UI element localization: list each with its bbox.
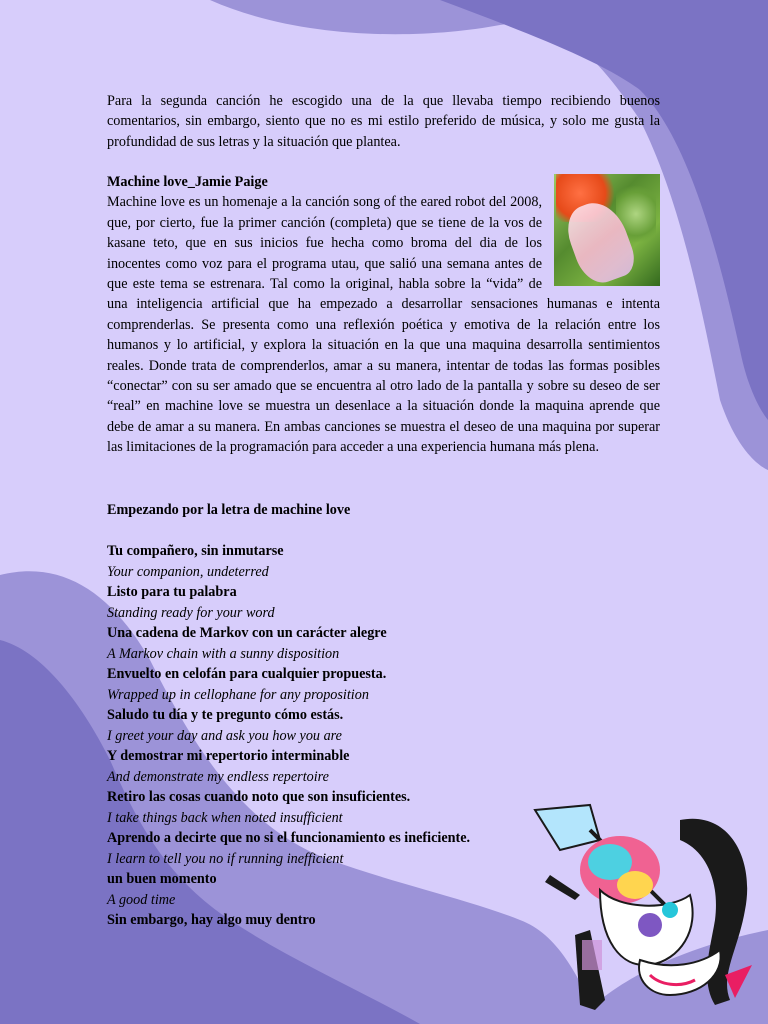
lyric-line-en: I greet your day and ask you how you are [107,727,342,744]
lyric-line-en: Your companion, undeterred [107,563,269,580]
lyric-line-es: Envuelto en celofán para cualquier propuesta. [107,666,387,682]
song-title: Machine love_Jamie Paige [107,174,268,190]
lyric-line-es: Aprendo a decirte que no si el funcionamiento es ineficiente. [107,830,471,846]
lyric-line-es: Saludo tu día y te pregunto cómo estás. [107,707,344,723]
lyric-line-en: A good time [107,891,176,908]
lyric-line-es: Una cadena de Markov con un carácter alegre [107,625,387,641]
lyric-line-es: un buen momento [107,871,217,887]
lyric-line-en: I learn to tell you no if running inefficient [107,850,344,867]
lyric-line-en: And demonstrate my endless repertoire [107,768,329,785]
lyrics-list [107,541,547,931]
intro-paragraph: Para la segunda canción he escogido una de la que llevaba tiempo recibiendo buenos comentarios, sin embargo, siento que no es mi estilo preferido de música, y solo me gusta la profundidad de sus letras y la situación que plantea. [107,93,660,150]
album-cover-image [554,174,660,286]
lyric-line-es: Sin embargo, hay algo muy dentro [107,912,316,928]
song-section [107,172,660,458]
lyric-line-en: Standing ready for your word [107,604,275,621]
lyric-line-en: I take things back when noted insufficient [107,809,343,826]
lyrics-heading: Empezando por la letra de machine love [107,502,351,518]
lyric-line-en: Wrapped up in cellophane for any proposition [107,686,369,703]
character-illustration [530,800,760,1015]
lyric-line-es: Listo para tu palabra [107,584,237,600]
lyric-line-es: Y demostrar mi repertorio interminable [107,748,350,764]
lyric-line-en: A Markov chain with a sunny disposition [107,645,340,662]
lyric-line-es: Retiro las cosas cuando noto que son insuficientes. [107,789,411,805]
song-description: Machine love es un homenaje a la canción song of the eared robot del 2008, que, por cierto, fue la primer canción (completa) que se tiene de la vos de kasane teto, que en sus inicios fue hecha como broma del dia de los inocentes como voz para el programa utau, que salió una semana antes de que este tema se estrenara. Tal como la original, habla sobre la “vida” de una inteligencia artificial que ha empezado a desarrollar sensaciones humanas e intenta comprenderlas. Se presenta como una reflexión poética y emotiva de la relación entre los humanos y lo artificial, y explora la situación en la que una maquina desarrolla sentimientos reales. Donde trata de comprenderlos, amar a su manera, intentar de todas las formas posibles “conectar” con su ser amado que se encuentra al otro lado de la pantalla y sobre su deseo de ser “real” en machine love se muestra un desenlace a la situación donde la maquina aprende que debe de amar a su manera. En ambas canciones se muestra el deseo de una maquina por superar las limitaciones de la programación para acceder a una experiencia humana más plena. [107,194,660,456]
lyric-line-es: Tu compañero, sin inmutarse [107,543,284,559]
